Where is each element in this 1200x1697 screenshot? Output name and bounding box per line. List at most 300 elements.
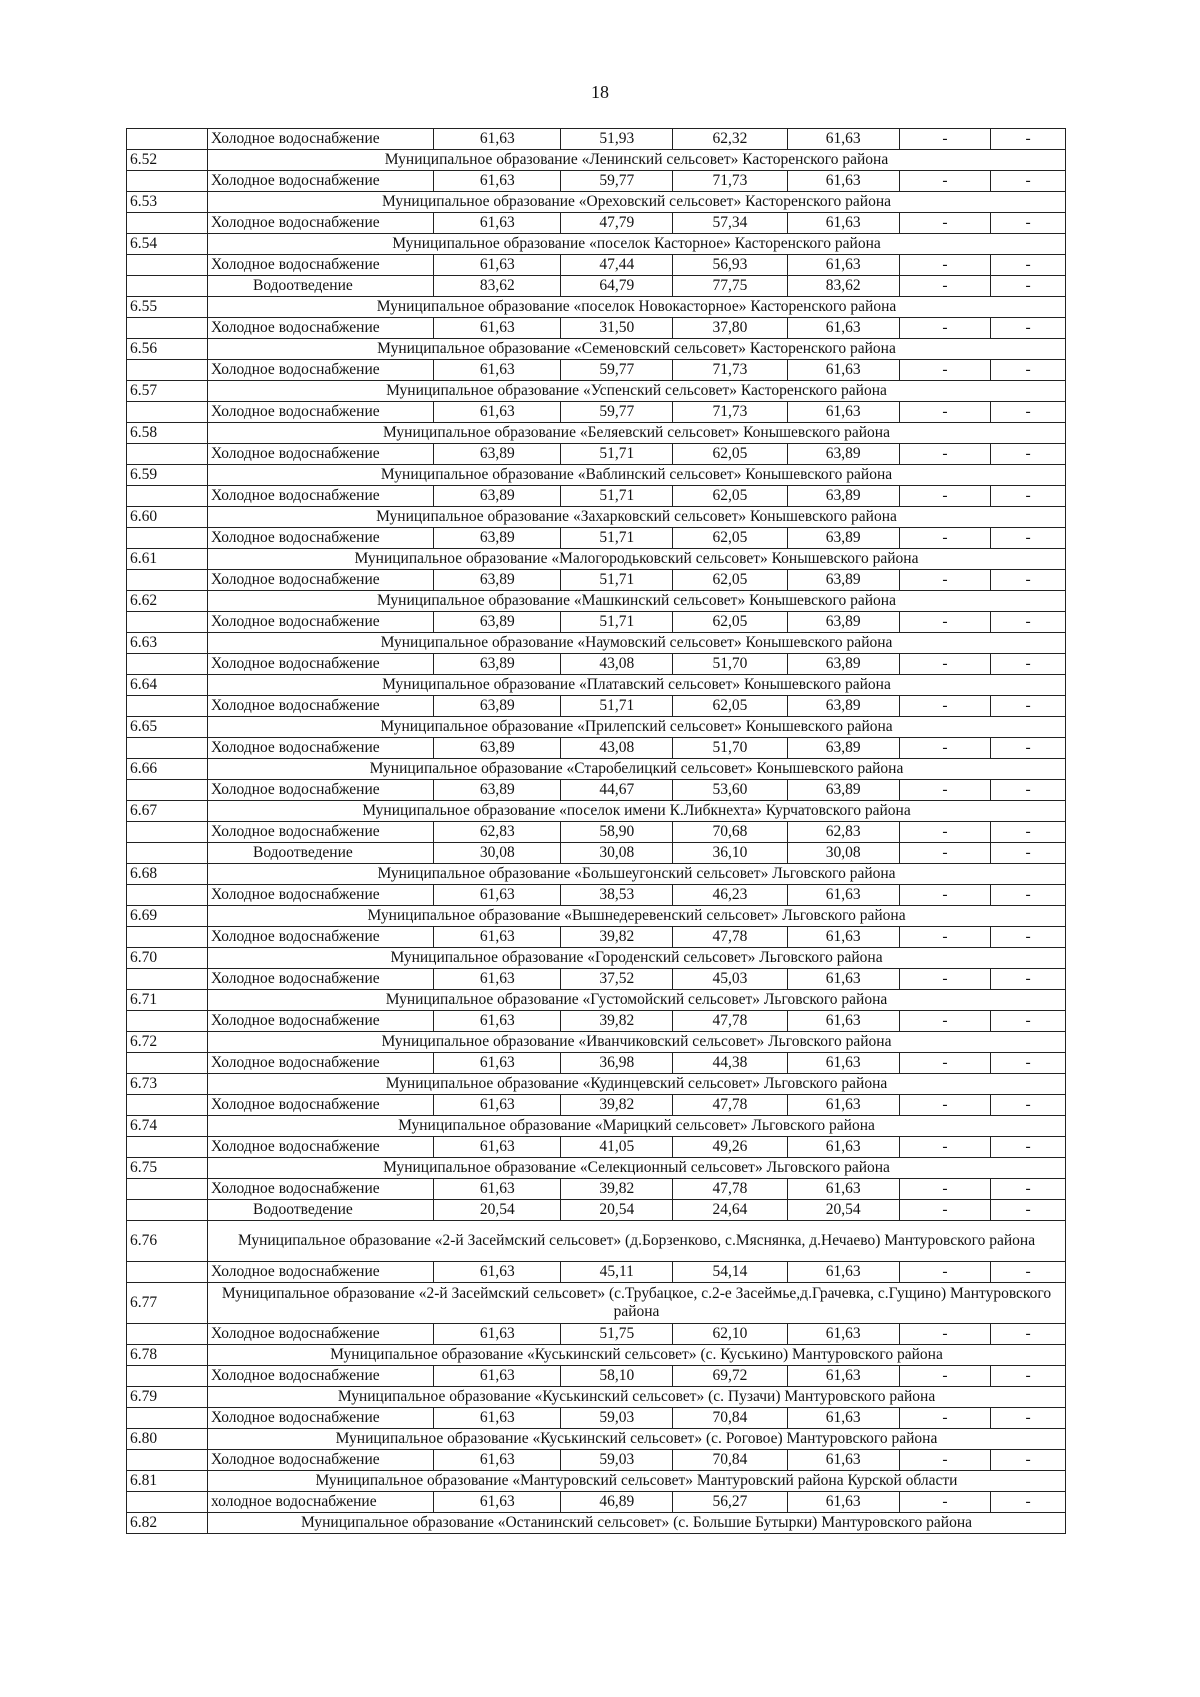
service-row	[127, 843, 1066, 864]
service-name: Холодное водоснабжение	[208, 129, 434, 150]
municipality-name: Муниципальное образование «Наумовский сельсовет» Конышевского района	[208, 633, 1066, 654]
municipality-row	[127, 1032, 1066, 1053]
tariff-value: 38,53	[561, 885, 673, 906]
service-row	[127, 1450, 1066, 1471]
service-name: Холодное водоснабжение	[208, 213, 434, 234]
entry-number: 6.59	[127, 465, 208, 486]
tariff-value: 63,89	[434, 696, 561, 717]
entry-number: 6.62	[127, 591, 208, 612]
tariff-value: 61,63	[434, 318, 561, 339]
service-row	[127, 1408, 1066, 1429]
entry-number: 6.80	[127, 1429, 208, 1450]
row-number-cell	[127, 528, 208, 549]
tariff-value: -	[899, 612, 990, 633]
tariff-value: 61,63	[434, 1324, 561, 1345]
tariff-value: -	[991, 1137, 1066, 1158]
service-name: Холодное водоснабжение	[208, 171, 434, 192]
service-name: Холодное водоснабжение	[208, 696, 434, 717]
entry-number: 6.56	[127, 339, 208, 360]
municipality-name: Муниципальное образование «2-й Засеймский сельсовет» (с.Трубацкое, с.2-е Засеймье,д.Грачевка, с.Гущино) Мантуровского района	[208, 1283, 1066, 1324]
tariff-value: 61,63	[787, 1324, 899, 1345]
tariff-value: 51,70	[673, 654, 787, 675]
service-row	[127, 780, 1066, 801]
service-name: Холодное водоснабжение	[208, 780, 434, 801]
tariff-value: -	[991, 654, 1066, 675]
row-number-cell	[127, 1492, 208, 1513]
tariff-value: 47,44	[561, 255, 673, 276]
service-row	[127, 1053, 1066, 1074]
tariff-value: -	[991, 255, 1066, 276]
tariff-value: 59,77	[561, 360, 673, 381]
tariff-value: -	[899, 129, 990, 150]
tariff-value: 30,08	[787, 843, 899, 864]
municipality-name: Муниципальное образование «Густомойский сельсовет» Льговского района	[208, 990, 1066, 1011]
service-row	[127, 570, 1066, 591]
tariff-value: 62,83	[434, 822, 561, 843]
tariff-value: 47,79	[561, 213, 673, 234]
tariff-value: 59,77	[561, 402, 673, 423]
municipality-name: Муниципальное образование «Куськинский сельсовет» (с. Роговое) Мантуровского района	[208, 1429, 1066, 1450]
tariff-value: 63,89	[434, 654, 561, 675]
municipality-row	[127, 381, 1066, 402]
service-name: Водоотведение	[208, 1200, 434, 1221]
service-row	[127, 129, 1066, 150]
tariff-value: -	[899, 528, 990, 549]
row-number-cell	[127, 927, 208, 948]
municipality-row	[127, 990, 1066, 1011]
entry-number: 6.68	[127, 864, 208, 885]
tariff-value: 71,73	[673, 402, 787, 423]
service-row	[127, 612, 1066, 633]
entry-number: 6.69	[127, 906, 208, 927]
service-name: Холодное водоснабжение	[208, 486, 434, 507]
tariff-value: -	[899, 318, 990, 339]
entry-number: 6.71	[127, 990, 208, 1011]
entry-number: 6.81	[127, 1471, 208, 1492]
service-name: Холодное водоснабжение	[208, 360, 434, 381]
tariff-value: -	[991, 1095, 1066, 1116]
municipality-name: Муниципальное образование «Городенский сельсовет» Льговского района	[208, 948, 1066, 969]
tariff-value: -	[899, 969, 990, 990]
tariff-value: 61,63	[787, 171, 899, 192]
service-row	[127, 255, 1066, 276]
entry-number: 6.58	[127, 423, 208, 444]
tariff-value: -	[899, 255, 990, 276]
tariff-value: -	[899, 780, 990, 801]
tariff-value: 63,89	[787, 444, 899, 465]
tariff-value: 51,71	[561, 486, 673, 507]
tariff-value: -	[899, 1179, 990, 1200]
service-name: Холодное водоснабжение	[208, 1011, 434, 1032]
tariff-value: 61,63	[787, 969, 899, 990]
tariff-value: -	[991, 276, 1066, 297]
tariff-value: 71,73	[673, 171, 787, 192]
tariff-value: 63,89	[787, 654, 899, 675]
tariff-value: 24,64	[673, 1200, 787, 1221]
service-name: Холодное водоснабжение	[208, 822, 434, 843]
tariff-value: 59,03	[561, 1408, 673, 1429]
municipality-name: Муниципальное образование «Останинский сельсовет» (с. Большие Бутырки) Мантуровского района	[208, 1513, 1066, 1534]
tariff-value: 43,08	[561, 654, 673, 675]
row-number-cell	[127, 1011, 208, 1032]
tariff-value: 63,89	[434, 780, 561, 801]
tariff-value: -	[991, 612, 1066, 633]
tariff-value: 61,63	[434, 969, 561, 990]
tariff-value: 63,89	[787, 780, 899, 801]
tariff-value: -	[991, 1492, 1066, 1513]
tariff-value: 61,63	[434, 1408, 561, 1429]
tariff-value: 39,82	[561, 927, 673, 948]
service-name: Холодное водоснабжение	[208, 1053, 434, 1074]
tariff-value: 61,63	[787, 1366, 899, 1387]
tariff-value: 61,63	[787, 213, 899, 234]
municipality-name: Муниципальное образование «Иванчиковский сельсовет» Льговского района	[208, 1032, 1066, 1053]
service-name: Холодное водоснабжение	[208, 885, 434, 906]
tariff-value: 56,93	[673, 255, 787, 276]
tariff-value: 61,63	[787, 318, 899, 339]
tariff-value: 62,05	[673, 486, 787, 507]
service-name: Холодное водоснабжение	[208, 1137, 434, 1158]
tariff-value: 61,63	[787, 1053, 899, 1074]
tariff-value: 47,78	[673, 1179, 787, 1200]
tariff-value: 47,78	[673, 927, 787, 948]
municipality-name: Муниципальное образование «поселок Новокасторное» Касторенского района	[208, 297, 1066, 318]
tariff-value: 45,11	[561, 1262, 673, 1283]
tariff-value: 61,63	[434, 1450, 561, 1471]
service-row	[127, 738, 1066, 759]
tariff-value: 58,10	[561, 1366, 673, 1387]
tariff-value: 31,50	[561, 318, 673, 339]
entry-number: 6.60	[127, 507, 208, 528]
municipality-row	[127, 591, 1066, 612]
tariff-value: -	[991, 927, 1066, 948]
municipality-row	[127, 906, 1066, 927]
service-row	[127, 1179, 1066, 1200]
municipality-name: Муниципальное образование «Ваблинский сельсовет» Конышевского района	[208, 465, 1066, 486]
service-name: Холодное водоснабжение	[208, 1408, 434, 1429]
entry-number: 6.57	[127, 381, 208, 402]
tariff-value: 63,89	[434, 570, 561, 591]
row-number-cell	[127, 129, 208, 150]
tariff-value: 63,89	[434, 486, 561, 507]
tariff-value: 63,89	[787, 738, 899, 759]
tariff-value: 61,63	[434, 171, 561, 192]
municipality-name: Муниципальное образование «Куськинский сельсовет» (с. Куськино) Мантуровского района	[208, 1345, 1066, 1366]
tariff-value: -	[899, 1095, 990, 1116]
municipality-name: Муниципальное образование «поселок имени К.Либкнехта» Курчатовского района	[208, 801, 1066, 822]
tariff-value: 58,90	[561, 822, 673, 843]
service-row	[127, 444, 1066, 465]
tariff-value: 61,63	[434, 402, 561, 423]
row-number-cell	[127, 1262, 208, 1283]
tariff-value: -	[991, 486, 1066, 507]
tariff-value: 63,89	[434, 528, 561, 549]
tariff-value: 62,05	[673, 528, 787, 549]
tariff-value: 20,54	[787, 1200, 899, 1221]
tariff-value: -	[991, 738, 1066, 759]
service-row	[127, 822, 1066, 843]
municipality-row	[127, 1345, 1066, 1366]
municipality-row	[127, 297, 1066, 318]
row-number-cell	[127, 444, 208, 465]
row-number-cell	[127, 1179, 208, 1200]
tariff-value: -	[899, 885, 990, 906]
tariff-value: 61,63	[787, 402, 899, 423]
tariff-value: -	[991, 780, 1066, 801]
municipality-name: Муниципальное образование «Мантуровский сельсовет» Мантуровский района Курской области	[208, 1471, 1066, 1492]
tariff-value: 62,10	[673, 1324, 787, 1345]
service-row	[127, 360, 1066, 381]
entry-number: 6.66	[127, 759, 208, 780]
service-row	[127, 1262, 1066, 1283]
entry-number: 6.54	[127, 234, 208, 255]
tariff-value: 30,08	[561, 843, 673, 864]
tariff-value: 61,63	[787, 255, 899, 276]
municipality-row	[127, 759, 1066, 780]
row-number-cell	[127, 780, 208, 801]
tariff-value: -	[899, 1011, 990, 1032]
service-name: Холодное водоснабжение	[208, 927, 434, 948]
row-number-cell	[127, 318, 208, 339]
service-name: Холодное водоснабжение	[208, 738, 434, 759]
municipality-row	[127, 234, 1066, 255]
tariff-value: 46,89	[561, 1492, 673, 1513]
entry-number: 6.61	[127, 549, 208, 570]
tariff-value: 62,05	[673, 570, 787, 591]
tariff-value: 69,72	[673, 1366, 787, 1387]
tariff-value: 59,77	[561, 171, 673, 192]
entry-number: 6.82	[127, 1513, 208, 1534]
municipality-name: Муниципальное образование «Вышнедеревенский сельсовет» Льговского района	[208, 906, 1066, 927]
row-number-cell	[127, 696, 208, 717]
tariff-value: -	[899, 276, 990, 297]
tariff-value: 63,89	[787, 486, 899, 507]
service-name: Холодное водоснабжение	[208, 1324, 434, 1345]
service-row	[127, 927, 1066, 948]
tariff-value: 70,68	[673, 822, 787, 843]
service-name: Холодное водоснабжение	[208, 612, 434, 633]
row-number-cell	[127, 1450, 208, 1471]
tariff-value: 39,82	[561, 1179, 673, 1200]
row-number-cell	[127, 570, 208, 591]
tariff-value: -	[991, 360, 1066, 381]
tariff-value: 61,63	[434, 1011, 561, 1032]
tariff-value: 61,63	[787, 885, 899, 906]
tariff-value: -	[899, 486, 990, 507]
row-number-cell	[127, 1366, 208, 1387]
page-number: 18	[591, 82, 609, 102]
table-body	[127, 129, 1066, 1534]
municipality-name: Муниципальное образование «Куськинский сельсовет» (с. Пузачи) Мантуровского района	[208, 1387, 1066, 1408]
tariff-value: 63,89	[434, 612, 561, 633]
municipality-row	[127, 1471, 1066, 1492]
row-number-cell	[127, 486, 208, 507]
entry-number: 6.52	[127, 150, 208, 171]
tariff-value: 51,71	[561, 444, 673, 465]
tariff-value: 71,73	[673, 360, 787, 381]
tariff-value: 51,71	[561, 570, 673, 591]
tariff-value: -	[991, 1450, 1066, 1471]
row-number-cell	[127, 843, 208, 864]
municipality-name: Муниципальное образование «Семеновский сельсовет» Касторенского района	[208, 339, 1066, 360]
service-name: Водоотведение	[208, 276, 434, 297]
service-row	[127, 528, 1066, 549]
tariff-value: -	[899, 822, 990, 843]
tariff-value: 61,63	[434, 129, 561, 150]
municipality-row	[127, 1221, 1066, 1262]
entry-number: 6.74	[127, 1116, 208, 1137]
entry-number: 6.75	[127, 1158, 208, 1179]
tariff-value: 54,14	[673, 1262, 787, 1283]
municipality-name: Муниципальное образование «Большеугонский сельсовет» Льговского района	[208, 864, 1066, 885]
tariff-value: 63,89	[787, 570, 899, 591]
tariff-value: -	[991, 1053, 1066, 1074]
row-number-cell	[127, 738, 208, 759]
tariff-value: 63,89	[434, 444, 561, 465]
tariff-value: -	[991, 885, 1066, 906]
tariff-value: -	[991, 1366, 1066, 1387]
municipality-name: Муниципальное образование «Ореховский сельсовет» Касторенского района	[208, 192, 1066, 213]
service-row	[127, 696, 1066, 717]
tariff-value: 49,26	[673, 1137, 787, 1158]
entry-number: 6.77	[127, 1283, 208, 1324]
municipality-row	[127, 192, 1066, 213]
tariff-value: -	[991, 1262, 1066, 1283]
tariff-value: 63,89	[787, 696, 899, 717]
municipality-row	[127, 150, 1066, 171]
tariff-value: -	[991, 528, 1066, 549]
tariff-value: -	[991, 129, 1066, 150]
municipality-name: Муниципальное образование «поселок Касторное» Касторенского района	[208, 234, 1066, 255]
municipality-row	[127, 1283, 1066, 1324]
tariff-value: 47,78	[673, 1095, 787, 1116]
municipality-row	[127, 1116, 1066, 1137]
service-name: Холодное водоснабжение	[208, 654, 434, 675]
tariff-value: 64,79	[561, 276, 673, 297]
tariff-value: -	[991, 444, 1066, 465]
service-row	[127, 1324, 1066, 1345]
tariff-value: 62,05	[673, 696, 787, 717]
tariff-value: 83,62	[434, 276, 561, 297]
service-name: Холодное водоснабжение	[208, 1366, 434, 1387]
municipality-name: Муниципальное образование «Платавский сельсовет» Конышевского района	[208, 675, 1066, 696]
municipality-name: Муниципальное образование «Захарковский сельсовет» Конышевского района	[208, 507, 1066, 528]
row-number-cell	[127, 1200, 208, 1221]
entry-number: 6.76	[127, 1221, 208, 1262]
tariff-value: 30,08	[434, 843, 561, 864]
tariff-value: 63,89	[787, 528, 899, 549]
tariff-value: -	[991, 1200, 1066, 1221]
municipality-name: Муниципальное образование «Ленинский сельсовет» Касторенского района	[208, 150, 1066, 171]
entry-number: 6.79	[127, 1387, 208, 1408]
tariff-value: -	[899, 1408, 990, 1429]
tariff-value: 61,63	[434, 1262, 561, 1283]
service-row	[127, 1137, 1066, 1158]
tariff-table	[126, 128, 1066, 1534]
entry-number: 6.67	[127, 801, 208, 822]
tariff-value: 51,75	[561, 1324, 673, 1345]
tariff-value: 61,63	[787, 129, 899, 150]
service-name: Холодное водоснабжение	[208, 570, 434, 591]
tariff-value: -	[991, 1179, 1066, 1200]
service-name: Холодное водоснабжение	[208, 402, 434, 423]
tariff-value: -	[899, 1200, 990, 1221]
tariff-value: 20,54	[434, 1200, 561, 1221]
municipality-name: Муниципальное образование «Малогородьковский сельсовет» Конышевского района	[208, 549, 1066, 570]
tariff-value: 61,63	[434, 1137, 561, 1158]
tariff-value: 61,63	[787, 1137, 899, 1158]
service-name: Холодное водоснабжение	[208, 1450, 434, 1471]
tariff-value: 70,84	[673, 1408, 787, 1429]
municipality-name: Муниципальное образование «Прилепский сельсовет» Конышевского района	[208, 717, 1066, 738]
tariff-value: -	[899, 1450, 990, 1471]
tariff-value: -	[991, 318, 1066, 339]
service-row	[127, 486, 1066, 507]
tariff-value: -	[991, 969, 1066, 990]
tariff-value: 44,67	[561, 780, 673, 801]
municipality-name: Муниципальное образование «Беляевский сельсовет» Конышевского района	[208, 423, 1066, 444]
municipality-row	[127, 1513, 1066, 1534]
tariff-value: 61,63	[434, 885, 561, 906]
row-number-cell	[127, 654, 208, 675]
tariff-value: -	[991, 822, 1066, 843]
tariff-value: -	[991, 171, 1066, 192]
service-row	[127, 1492, 1066, 1513]
tariff-value: 39,82	[561, 1095, 673, 1116]
municipality-name: Муниципальное образование «Кудинцевский сельсовет» Льговского района	[208, 1074, 1066, 1095]
tariff-value: 61,63	[787, 1450, 899, 1471]
row-number-cell	[127, 1053, 208, 1074]
tariff-value: 61,63	[787, 927, 899, 948]
municipality-row	[127, 1074, 1066, 1095]
row-number-cell	[127, 360, 208, 381]
tariff-value: 51,71	[561, 612, 673, 633]
tariff-value: 61,63	[787, 1262, 899, 1283]
municipality-row	[127, 864, 1066, 885]
row-number-cell	[127, 1324, 208, 1345]
row-number-cell	[127, 885, 208, 906]
municipality-row	[127, 423, 1066, 444]
service-name: холодное водоснабжение	[208, 1492, 434, 1513]
tariff-value: -	[991, 843, 1066, 864]
row-number-cell	[127, 402, 208, 423]
tariff-value: 39,82	[561, 1011, 673, 1032]
tariff-value: 37,80	[673, 318, 787, 339]
entry-number: 6.70	[127, 948, 208, 969]
municipality-name: Муниципальное образование «Марицкий сельсовет» Льговского района	[208, 1116, 1066, 1137]
tariff-value: 61,63	[434, 927, 561, 948]
municipality-name: Муниципальное образование «2-й Засеймский сельсовет» (д.Борзенково, с.Мяснянка, д.Нечаево) Мантуровского района	[208, 1221, 1066, 1262]
entry-number: 6.53	[127, 192, 208, 213]
tariff-value: 36,10	[673, 843, 787, 864]
tariff-value: 63,89	[434, 738, 561, 759]
tariff-value: 62,05	[673, 444, 787, 465]
municipality-name: Муниципальное образование «Успенский сельсовет» Касторенского района	[208, 381, 1066, 402]
tariff-value: -	[899, 927, 990, 948]
tariff-value: 61,63	[434, 255, 561, 276]
entry-number: 6.72	[127, 1032, 208, 1053]
municipality-row	[127, 507, 1066, 528]
municipality-row	[127, 801, 1066, 822]
tariff-value: -	[899, 843, 990, 864]
tariff-value: -	[991, 570, 1066, 591]
row-number-cell	[127, 822, 208, 843]
service-row	[127, 213, 1066, 234]
tariff-value: 61,63	[434, 213, 561, 234]
service-name: Холодное водоснабжение	[208, 969, 434, 990]
tariff-value: 61,63	[434, 1053, 561, 1074]
tariff-value: 36,98	[561, 1053, 673, 1074]
